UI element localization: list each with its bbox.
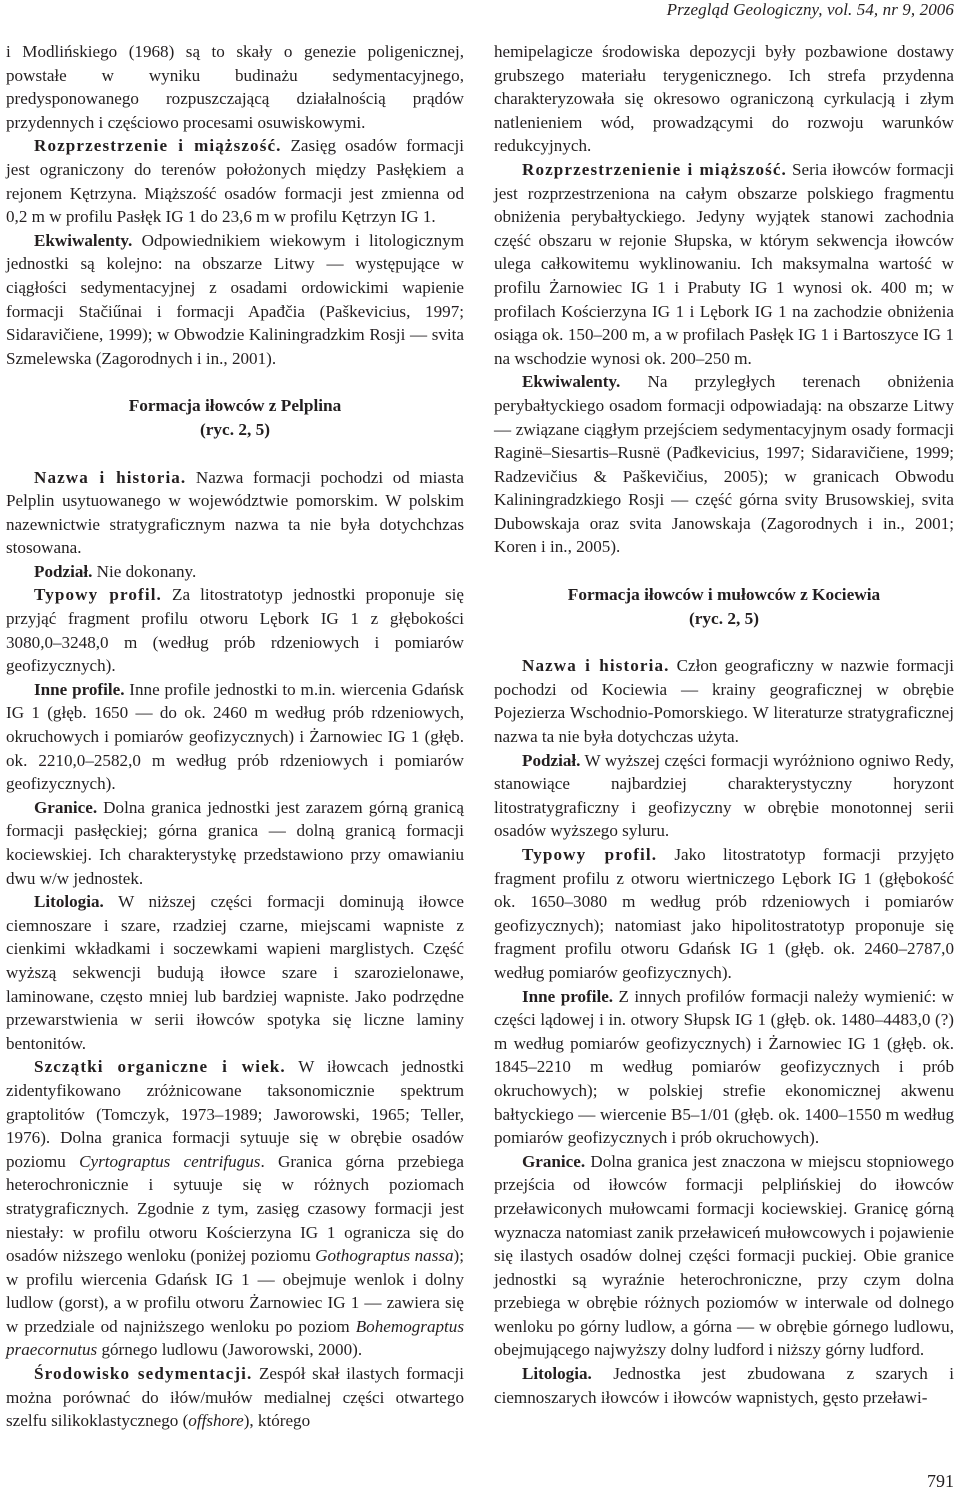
- paragraph: [6, 229, 464, 371]
- section-heading: Rozprzestrzenienie i miąższość.: [522, 159, 787, 179]
- paragraph-text: Seria iłowców formacji jest rozprzestrzeniona na całym obszarze polskiego fragmentu obniżenia perybałtyckiego. Jedyny wyjątek stanowi zachodnia część obszaru w rejonie Słupska, w którym sekwencja iłowców ulega całkowitemu wyklinowaniu. Ich maksymalna wartość w profilu Żarnowiec IG 1 i Prabuty IG 1 wynosi ok. 400 m; w profilach Kościerzyna IG 1 i Lębork IG 1 na zachodzie obniżenia osiąga ok. 150–200 m, a w profilach Pasłęk IG 1 i Bartoszyce IG 1 na wschodzie wynosi ok. 200–250 m.: [494, 159, 955, 368]
- paragraph-text: Odpowiednikiem wiekowym i litologicznym jednostki są kolejno: na obszarze Litwy — występujące w ciągłości sedymentacyjnej z osadami ordowickimi wapienie formacji Stačiűnai i formacji Apađčia (Paškevicius, 1997; Sidaravičiene, 1999); w Obwodzie Kaliningradzkim Rosji — svita Szmelewska (Zagorodnych i in., 2001).: [6, 230, 464, 368]
- paragraph: [6, 466, 464, 560]
- section-heading: Typowy profil.: [34, 585, 162, 605]
- paragraph-text: Zasięg osadów formacji jest ograniczony do terenów położonych między Pasłękiem a rejonem Kętrzyna. Miąższość osadów formacji jest zmienna od 0,2 m w profilu Pasłęk IG 1 do 23,6 m w profilu Kętrzyn IG 1.: [6, 136, 464, 227]
- paragraph-text: . Granica górna przebiega heterochronicznie i sytuuje się w różnych poziomach stratygraficznych. Zgodnie z tym, zasięg czasowy formacji jest niestały: w profilu otworu Kościerzyna IG 1 ogranicza się do osadów niższego wenloku (poniżej poziomu: [6, 1151, 464, 1266]
- paragraph: [494, 843, 954, 985]
- paragraph-text: Jednostka jest zbudowana z szarych i ciemnoszarych iłowców i iłowców wapnistych, gęsto przeławi-: [494, 1364, 954, 1407]
- paragraph: [494, 158, 954, 370]
- paragraph-text: W niższej części formacji dominują iłowce ciemnoszare i szare, rzadziej czarne, miejscami wapniste z cienkimi wkładkami i soczewkami wapieni marglistych. Część wyższą sekwencji budują iłowce szare i szarozielonawe, laminowane, często mniej lub bardziej wapniste. Jako podrzędne przewarstwienia w serii iłowców spotyka się liczne laminy bentonitów.: [6, 892, 464, 1053]
- paragraph-text: Dolna granica jest znaczona w miejscu stopniowego przejścia od iłowców formacji pelplińskiej do iłowców przeławiconych mułowcami formacji kociewskiej. Granicę górną wyznacza natomiast zanik przeławiceń mułowcowych i pojawienie się ilastych osadów dolnej części formacji puckiej. Obie granice jednostki są wyraźnie heterochroniczne, przy czym dolna przebiega w obrębie różnych poziomów w interwale od dolnego wenloku po górny ludlow, a górna — w obrębie górnego ludlowu, obejmującego najwyższy dolny ludford i niższy górny ludford.: [494, 1151, 954, 1360]
- section-heading: Litologia.: [34, 892, 104, 912]
- paragraph: [494, 654, 954, 748]
- paragraph: [6, 1362, 464, 1433]
- section-heading: Granice.: [522, 1151, 586, 1171]
- paragraph: hemipelagicze środowiska depozycji były pozbawione dostawy grubszego materiału terygenicznego. Ich strefa przydenna charakteryzowała się okresowo ograniczoną cyrkulacją i złym natlenieniem wód, prowadzącymi do rozwoju warunków redukcyjnych.: [494, 42, 954, 156]
- paragraph-text: Człon geograficzny w nazwie formacji pochodzi od Kociewia — krainy geograficznej w obrębie Pojezierza Wschodnio-Pomorskiego. W literaturze stratygraficznej nazwa ta nie była dotychczas użyta.: [494, 656, 955, 747]
- term: offshore: [188, 1411, 244, 1431]
- section-heading: Nazwa i historia.: [522, 656, 670, 676]
- paragraph: [6, 1055, 464, 1362]
- paragraph: i Modlińskiego (1968) są to skały o genezie poligenicznej, powstałe w wyniku budinażu sedymentacyjnego, predysponowanego rozpuszczającą działalnością prądów przydennych i częściowo procesami osuwiskowymi.: [6, 42, 464, 132]
- section-heading: Rozprzestrzenie i miąższość.: [34, 136, 282, 156]
- section-heading: Podział.: [34, 561, 93, 581]
- paragraph-text: Na przyległych terenach obniżenia perybałtyckiego osadom formacji odpowiadają: na obszarze Litwy — związane ciągłym przejściem sedymentacyjnym osady formacji Raginë–Siesartis–Rusnë (Pađkevicius, 1997; Sidaravičiene, 1999; Radzevičius & Paškevičius, 2005); w granicach Obwodu Kaliningradzkiego Rosji — część górna svity Brusowskiej, svita Dubowskaja oraz svita Janowskaja (Zagorodnych i in., 2001; Koren i in., 2005).: [494, 372, 954, 557]
- taxon-name: Cyrtograptus centrifugus: [79, 1151, 261, 1171]
- section-heading: Szczątki organiczne i wiek.: [34, 1057, 286, 1077]
- paragraph: [6, 560, 464, 584]
- paragraph: [494, 1362, 954, 1409]
- formation-title: Formacja iłowców i mułowców z Kociewia: [567, 585, 881, 605]
- paragraph-text: Dolna granica jednostki jest zarazem górną granicą formacji pasłęckiej; górna granica — dolną granicą formacji kociewskiej. Ich charakterystykę przedstawiono przy omawianiu dwu w/w jednostek.: [6, 797, 464, 888]
- paragraph-text: Zespół skał ilastych formacji można porównać do iłów/mułów medialnej części otwartego szelfu silikoklastycznego (: [6, 1364, 464, 1431]
- paragraph: [494, 749, 954, 843]
- paragraph-text: Inne profile jednostki to m.in. wiercenia Gdańsk IG 1 (głęb. 1650 — do ok. 2460 m według prób rdzeniowych, okruchowych i pomiarów geofizycznych) i Żarnowiec IG 1 (głęb. ok. 2210,0–2582,0 m według prób rdzeniowych i pomiarów geofizycznych).: [6, 679, 464, 794]
- section-heading: Typowy profil.: [522, 845, 658, 864]
- paragraph-text: ), którego: [243, 1411, 311, 1431]
- section-heading: Inne profile.: [522, 986, 614, 1006]
- paragraph-text: Jako litostratotyp formacji przyjęto fragment profilu z otworu wiertniczego Lębork IG 1 (głębokość ok. 1650–3080 m według prób rdzeniowych i pomiarów geofizycznych); natomiast jako hipolitostratotyp proponuje się fragment profilu otworu Gdańsk IG 1 (głęb. ok. 2460–2787,0 według pomiarów geofizycznych).: [494, 845, 955, 982]
- section-heading: Środowisko sedymentacji.: [34, 1364, 253, 1384]
- section-heading: Ekwiwalenty.: [34, 230, 133, 250]
- paragraph: [6, 890, 464, 1055]
- section-heading: Litologia.: [522, 1364, 592, 1384]
- paragraph: [6, 134, 464, 228]
- formation-figure-ref: (ryc. 2, 5): [199, 419, 271, 439]
- paragraph: [494, 1150, 954, 1362]
- taxon-name: Gothograptus nassa: [315, 1246, 454, 1266]
- section-heading: Nazwa i historia.: [34, 467, 187, 487]
- journal-header: Przegląd Geologiczny, vol. 54, nr 9, 2006: [666, 0, 954, 19]
- section-heading: Podział.: [522, 750, 581, 770]
- paragraph-text: Nie dokonany.: [92, 561, 197, 581]
- formation-figure-ref: (ryc. 2, 5): [688, 608, 760, 628]
- section-heading: Ekwiwalenty.: [522, 372, 621, 392]
- section-heading: Granice.: [34, 797, 98, 817]
- paragraph-text: W iłowcach jednostki zidentyfikowano zróżnicowane taksonomicznie spektrum graptolitów (Tomczyk, 1973–1989; Jaworowski, 1965; Teller, 1976). Dolna granica formacji sytuuje się w obrębie osadów poziomu: [6, 1057, 464, 1171]
- paragraph-text: W wyższej części formacji wyróżniono ogniwo Redy, stanowiące najbardziej charakterystyczny horyzont litostratygraficzny i geofizyczny w obrębie monotonnej serii osadów wyższego syluru.: [494, 750, 954, 841]
- paragraph-text: Nazwa formacji pochodzi od miasta Pelplin usytuowanego w województwie pomorskim. W polskim nazewnictwie stratygraficznym nazwa ta nie była dotychchzas stosowana.: [6, 467, 464, 558]
- taxon-name: Bohemograptus praecornutus: [6, 1316, 464, 1360]
- paragraph-text: ); w profilu wiercenia Gdańsk IG 1 — obejmuje wenlok i dolny ludlow (gorst), a w profilu otworu Żarnowiec IG 1 — zawiera się w przedziale od najniższego wenloku po poziom: [6, 1246, 464, 1336]
- formation-title: Formacja iłowców z Pelplina: [128, 396, 342, 416]
- paragraph: [494, 985, 954, 1150]
- left-column: [6, 40, 464, 1433]
- page-number: 791: [927, 1471, 954, 1491]
- paragraph-text: górnego ludlowu (Jaworowski, 2000).: [97, 1340, 363, 1360]
- paragraph: [6, 678, 464, 796]
- paragraph-text: Za litostratotyp jednostki proponuje się przyjąć fragment profilu otworu Lębork IG 1 z głębokości 3080,0–3248,0 m (według prób rdzeniowych i pomiarów geofizycznych).: [6, 585, 465, 676]
- right-column: [494, 40, 954, 1409]
- paragraph: [494, 370, 954, 559]
- paragraph: [6, 796, 464, 890]
- paragraph: [6, 583, 464, 677]
- section-heading: Inne profile.: [34, 679, 125, 699]
- paragraph-text: Z innych profilów formacji należy wymienić: w części lądowej i in. otwory Słupsk IG 1 (głęb. ok. 1480–4483,0 (?) m według pomiarów geofizycznych) i Żarnowiec IG 1 (głęb. ok. 1845–2210 m według pomiarów geofizycznych i prób okruchowych); w polskiej strefie ekonomicznej akwenu bałtyckiego — wiercenie B5–1/01 (głęb. ok. 1400–1550 m według pomiarów geofizycznych i prób okruchowych).: [494, 986, 954, 1148]
